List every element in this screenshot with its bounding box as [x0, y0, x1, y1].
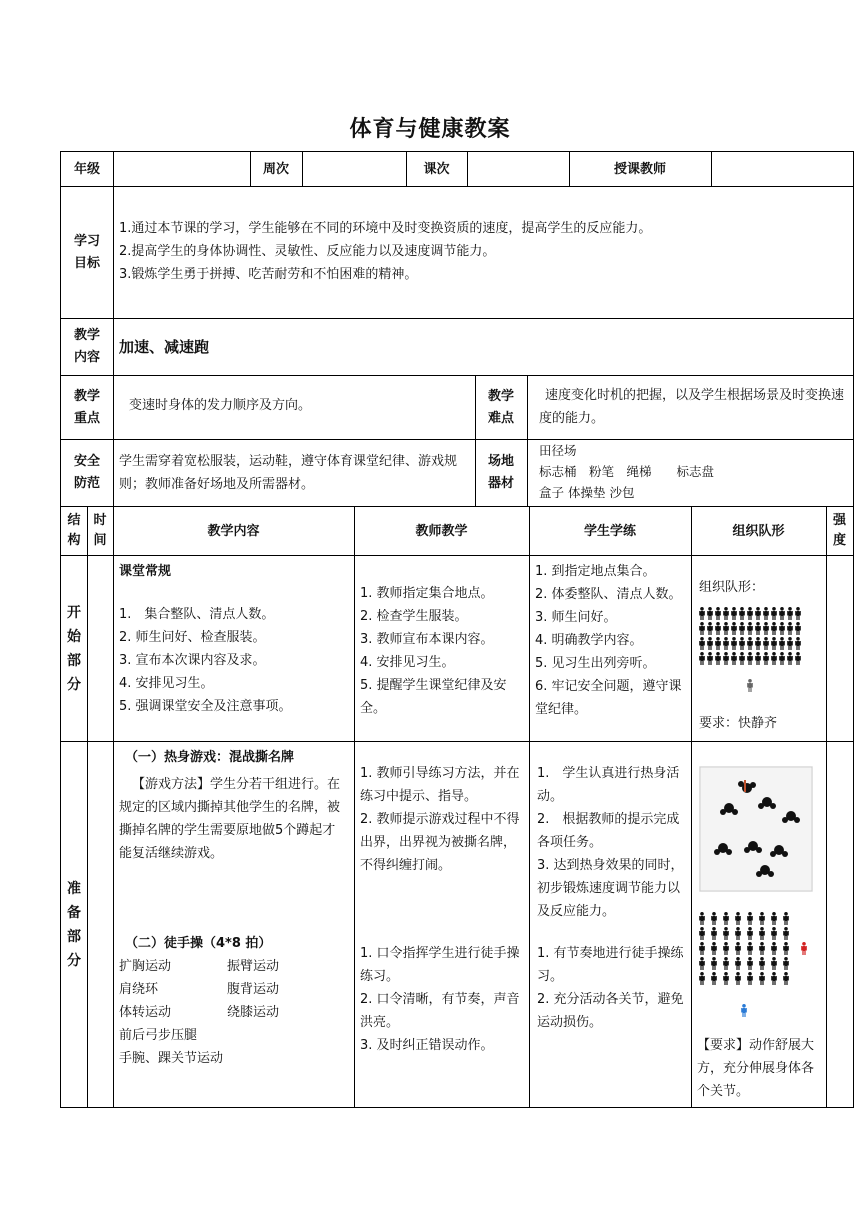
start-student — [529, 556, 691, 725]
start-teacher-item: 1. 教师指定集合地点。 — [360, 586, 494, 601]
key-points-row — [60, 375, 854, 440]
prep-teacher-game-item: 1. 教师引导练习方法，并在练习中提示、指导。 — [360, 766, 520, 804]
exercise-item: 手腕、踝关节运动 — [119, 1051, 224, 1066]
exercise-item: 体转运动 — [119, 1005, 172, 1020]
prep-student-exercise-item: 2. 充分活动各关节，避免运动损伤。 — [537, 992, 684, 1030]
start-item: 1. 集合整队、清点人数。 — [119, 607, 275, 622]
start-teacher-item: 4. 安排见习生。 — [360, 655, 455, 670]
prep-teacher-exercise — [360, 942, 523, 1057]
page-title: 体育与健康教案 — [349, 117, 511, 142]
start-student-item: 5. 见习生出列旁听。 — [535, 656, 656, 671]
start-title: 课堂常规 — [119, 564, 172, 579]
columns-header-row — [60, 506, 854, 556]
prep-student — [529, 742, 691, 1107]
lesson-label: 课次 — [423, 161, 450, 177]
safety-label: 安全防范 — [73, 454, 100, 491]
exercise-item: 肩绕环 — [119, 982, 159, 997]
prep-teacher-exercise-item: 3. 及时纠正错误动作。 — [360, 1038, 494, 1053]
prep-teacher-exercise-item: 2. 口令清晰，有节奏，声音洪亮。 — [360, 992, 520, 1030]
grade-value — [113, 152, 250, 186]
start-item: 4. 安排见习生。 — [119, 676, 214, 691]
start-formation — [691, 556, 826, 741]
exercise-list — [119, 955, 349, 1070]
safety-value: 学生需穿着宽松服装，运动鞋，遵守体育课堂纪律、游戏规则；教师准备好场地及所需器材。 — [119, 454, 458, 492]
start-student-item: 1. 到指定地点集合。 — [535, 564, 656, 579]
game-title: （一）热身游戏：混战撕名牌 — [125, 750, 295, 765]
game-method: 【游戏方法】学生分若干组进行。在规定的区域内撕掉其他学生的名牌，被撕掉名牌的学生需要原地做5个蹲起才能复活继续游戏。 — [119, 777, 341, 861]
content-label: 教学内容 — [73, 328, 100, 365]
col-student: 学生学练 — [583, 523, 636, 539]
start-item: 2. 师生问好、检查服装。 — [119, 630, 266, 645]
equipment-list — [527, 440, 853, 503]
teacher-label: 授课教师 — [613, 161, 666, 177]
start-teacher-item: 3. 教师宣布本课内容。 — [360, 632, 494, 647]
formation-grid — [699, 607, 809, 697]
start-section-row — [60, 555, 854, 742]
start-teacher-item: 2. 检查学生服装。 — [360, 609, 468, 624]
exercise-formation-grid — [699, 912, 814, 1020]
objective-item: 3.锻炼学生勇于拼搏、吃苦耐劳和不怕困难的精神。 — [119, 267, 418, 282]
col-formation: 组织队形 — [732, 523, 785, 539]
objectives-label: 学习目标 — [73, 233, 100, 271]
start-content — [113, 556, 354, 722]
formation-people-icon — [699, 607, 820, 697]
prep-content — [113, 742, 354, 1107]
start-teacher-item: 5. 提醒学生课堂纪律及安全。 — [360, 678, 507, 716]
game-field-illustration — [699, 766, 813, 892]
content-value: 加速、减速跑 — [119, 337, 210, 356]
equipment-line: 盒子 体操垫 沙包 — [539, 485, 635, 500]
lesson-value — [467, 152, 569, 186]
col-structure: 结构 — [67, 513, 81, 548]
safety-row — [60, 439, 854, 507]
col-teacher: 教师教学 — [415, 523, 468, 539]
col-teaching-content: 教学内容 — [207, 523, 260, 539]
start-student-item: 2. 体委整队、清点人数。 — [535, 587, 682, 602]
prep-section-row — [60, 741, 854, 1108]
prep-student-exercise — [537, 942, 685, 1034]
start-item: 5. 强调课堂安全及注意事项。 — [119, 699, 292, 714]
teacher-value — [711, 152, 853, 186]
col-time: 时间 — [93, 513, 107, 548]
content-row — [60, 318, 854, 376]
formation-label: 组织队形： — [699, 580, 765, 595]
equipment-line: 标志桶 粉笔 绳梯 标志盘 — [539, 464, 715, 479]
exercise-title: （二）徒手操（4*8 拍） — [125, 936, 272, 951]
start-student-item: 6. 牢记安全问题，遵守课堂纪律。 — [535, 679, 682, 717]
start-student-item: 3. 师生问好。 — [535, 610, 617, 625]
start-section-label: 开始部分 — [67, 604, 81, 693]
start-student-item: 4. 明确教学内容。 — [535, 633, 643, 648]
week-value — [302, 152, 406, 186]
col-intensity: 强度 — [832, 513, 846, 548]
exercise-item: 绕膝运动 — [227, 1005, 280, 1020]
exercise-item: 扩胸运动 — [119, 959, 172, 974]
week-label: 周次 — [262, 161, 289, 177]
header-row — [60, 151, 854, 187]
objective-item: 1.通过本节课的学习，学生能够在不同的环境中及时变换资质的速度，提高学生的反应能力。 — [119, 221, 652, 236]
objectives-list — [113, 213, 853, 290]
prep-student-game-item: 1. 学生认真进行热身活动。 — [537, 766, 680, 804]
exercise-item: 振臂运动 — [227, 959, 280, 974]
key-points-label: 教学重点 — [73, 388, 100, 426]
grade-label: 年级 — [73, 161, 100, 177]
prep-teacher-exercise-item: 1. 口令指挥学生进行徒手操练习。 — [360, 946, 520, 984]
objective-item: 2.提高学生的身体协调性、灵敏性、反应能力以及速度调节能力。 — [119, 244, 496, 259]
prep-student-exercise-item: 1. 有节奏地进行徒手操练习。 — [537, 946, 684, 984]
prep-requirement: 【要求】动作舒展大方，充分伸展身体各个关节。 — [697, 1038, 815, 1099]
difficulty-value: 速度变化时机的把握，以及学生根据场景及时变换速度的能力。 — [539, 388, 845, 426]
prep-student-game-item: 2. 根据教师的提示完成各项任务。 — [537, 812, 680, 850]
prep-student-game-item: 3. 达到热身效果的同时，初步锻炼速度调节能力以及反应能力。 — [537, 858, 684, 919]
exercise-item: 腹背运动 — [227, 982, 280, 997]
key-points-value: 变速时身体的发力顺序及方向。 — [129, 398, 312, 413]
difficulty-label: 教学难点 — [487, 388, 514, 426]
start-teacher — [354, 578, 529, 724]
prep-section-label: 准备部分 — [67, 880, 81, 969]
prep-teacher-game-item: 2. 教师提示游戏过程中不得出界，出界视为被撕名牌，不得纠缠打闹。 — [360, 812, 520, 873]
objectives-row — [60, 186, 854, 319]
prep-teacher — [354, 742, 529, 1107]
start-item: 3. 宣布本次课内容及求。 — [119, 653, 266, 668]
prep-formation — [691, 742, 826, 1107]
formation-requirement: 要求：快静齐 — [699, 716, 778, 731]
equipment-line: 田径场 — [539, 443, 577, 458]
exercise-item: 前后弓步压腿 — [119, 1028, 198, 1043]
exercise-formation-icon — [699, 912, 814, 1020]
equipment-label: 场地器材 — [487, 454, 514, 491]
